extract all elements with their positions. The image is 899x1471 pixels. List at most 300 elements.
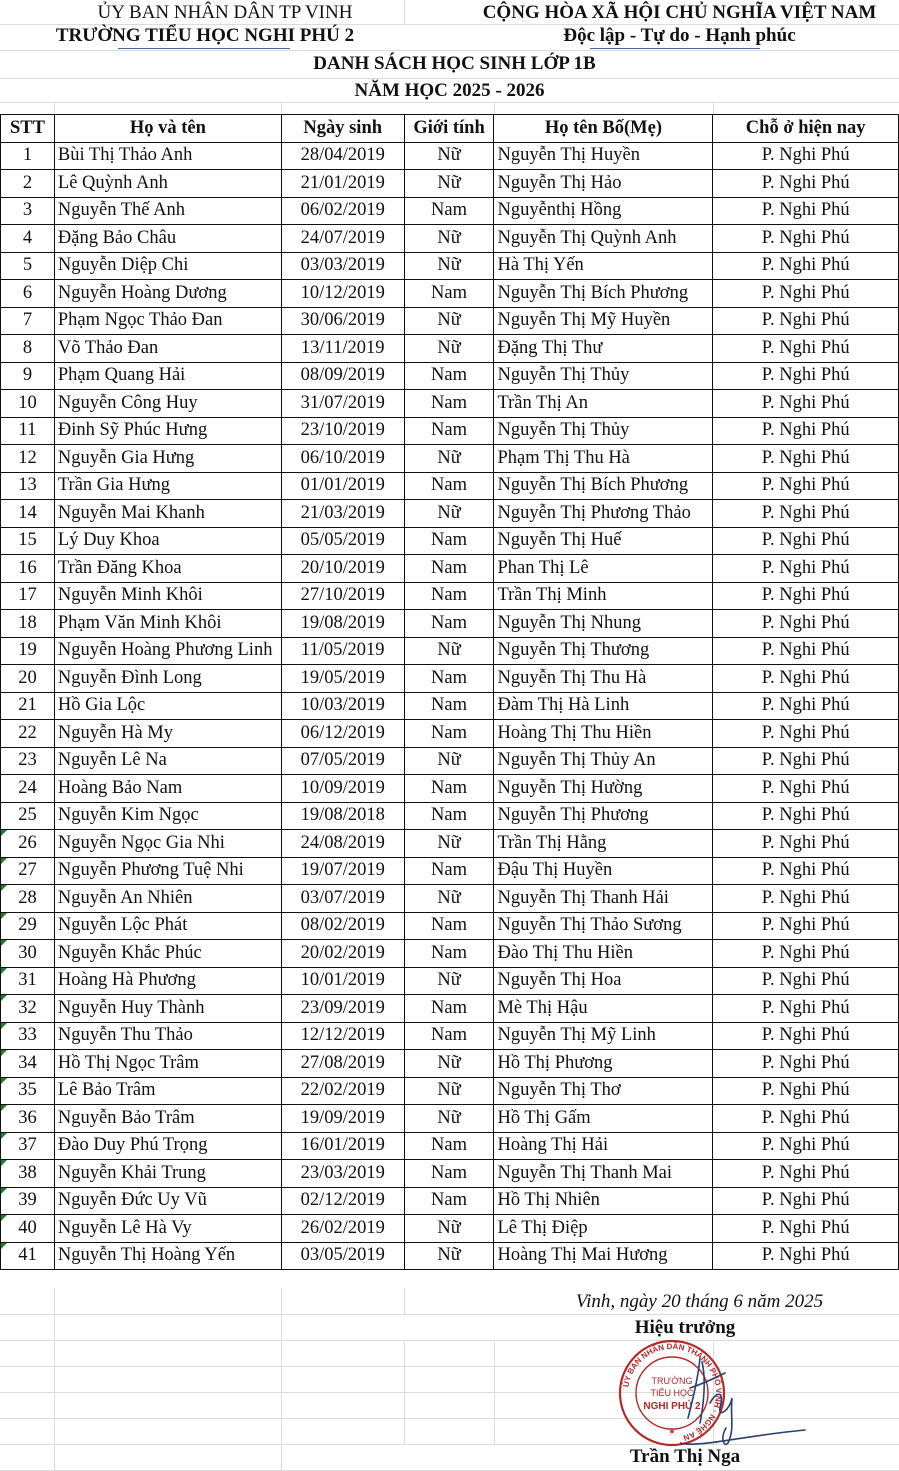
cell-birth-date: 23/03/2019 [281,1160,404,1188]
cell-residence: P. Nghi Phú [713,417,899,445]
cell-birth-date: 08/02/2019 [281,912,404,940]
svg-text:NGHI PHÚ 2: NGHI PHÚ 2 [643,1401,701,1412]
cell-full-name: Trần Gia Hưng [54,472,281,500]
cell-residence: P. Nghi Phú [713,1050,899,1078]
table-row [1,307,899,335]
cell-full-name: Nguyễn Thế Anh [54,197,281,225]
cell-birth-date: 19/08/2019 [281,610,404,638]
cell-residence: P. Nghi Phú [713,307,899,335]
cell-residence: P. Nghi Phú [713,1215,899,1243]
table-row [1,197,899,225]
cell-residence: P. Nghi Phú [713,500,899,528]
cell-parent-name: Nguyễn Thị Thanh Hải [494,885,713,913]
cell-full-name: Trần Đăng Khoa [54,555,281,583]
cell-residence: P. Nghi Phú [713,225,899,253]
cell-residence: P. Nghi Phú [713,335,899,363]
cell-gender: Nam [404,555,494,583]
signer-role: Hiệu trưởng [634,1317,736,1338]
signer-name: Trần Thị Nga [629,1446,741,1467]
cell-gender: Nam [404,527,494,555]
cell-parent-name: Nguyễn Thị Thu Hà [494,665,713,693]
cell-residence: P. Nghi Phú [713,775,899,803]
cell-stt: 37 [1,1132,55,1160]
cell-stt: 34 [1,1050,55,1078]
cell-gender: Nữ [404,142,494,170]
cell-residence: P. Nghi Phú [713,1132,899,1160]
cell-full-name: Lê Bảo Trâm [54,1077,281,1105]
cell-birth-date: 10/09/2019 [281,775,404,803]
cell-residence: P. Nghi Phú [713,1160,899,1188]
cell-parent-name: Đậu Thị Huyền [494,857,713,885]
cell-full-name: Nguyễn Thị Hoàng Yến [54,1242,281,1270]
table-row [1,995,899,1023]
cell-full-name: Nguyễn Đức Uy Vũ [54,1187,281,1215]
table-row [1,280,899,308]
cell-residence: P. Nghi Phú [713,610,899,638]
cell-full-name: Phạm Văn Minh Khôi [54,610,281,638]
cell-parent-name: Phan Thị Lê [494,555,713,583]
cell-gender: Nữ [404,830,494,858]
svg-text:ỦY BAN NHÂN DÂN THÀNH PHỐ VINH: ỦY BAN NHÂN DÂN THÀNH PHỐ VINH · NGHỆ AN [621,1341,724,1443]
table-row [1,967,899,995]
cell-full-name: Nguyễn Công Huy [54,390,281,418]
school-name-underline [118,48,290,49]
cell-full-name: Lê Quỳnh Anh [54,170,281,198]
cell-stt: 26 [1,830,55,858]
cell-full-name: Phạm Ngọc Thảo Đan [54,307,281,335]
gridline [404,1340,405,1444]
table-row [1,747,899,775]
cell-parent-name: Nguyễn Thị Thảo Sương [494,912,713,940]
cell-birth-date: 10/03/2019 [281,692,404,720]
cell-birth-date: 06/10/2019 [281,445,404,473]
cell-stt: 41 [1,1242,55,1270]
cell-residence: P. Nghi Phú [713,582,899,610]
cell-stt: 22 [1,720,55,748]
svg-text:TIỂU HỌC: TIỂU HỌC [650,1388,694,1398]
cell-residence: P. Nghi Phú [713,1022,899,1050]
cell-residence: P. Nghi Phú [713,1187,899,1215]
cell-parent-name: Nguyễn Thị Hoa [494,967,713,995]
cell-parent-name: Nguyễn Thị Thủy [494,362,713,390]
cell-residence: P. Nghi Phú [713,362,899,390]
cell-gender: Nam [404,472,494,500]
gridline [713,102,714,114]
cell-stt: 33 [1,1022,55,1050]
gridline [0,1340,899,1341]
cell-birth-date: 19/05/2019 [281,665,404,693]
cell-stt: 20 [1,665,55,693]
column-header-residence: Chỗ ở hiện nay [713,115,899,143]
table-row [1,362,899,390]
gridline [54,102,55,114]
cell-birth-date: 10/12/2019 [281,280,404,308]
cell-gender: Nữ [404,637,494,665]
cell-parent-name: Nguyễn Thị Mỹ Linh [494,1022,713,1050]
cell-parent-name: Nguyễn Thị Bích Phương [494,280,713,308]
cell-birth-date: 11/05/2019 [281,637,404,665]
cell-full-name: Lý Duy Khoa [54,527,281,555]
cell-residence: P. Nghi Phú [713,747,899,775]
cell-parent-name: Nguyễn Thị Phương Thảo [494,500,713,528]
cell-full-name: Hồ Gia Lộc [54,692,281,720]
cell-birth-date: 28/04/2019 [281,142,404,170]
table-row [1,170,899,198]
cell-full-name: Đinh Sỹ Phúc Hưng [54,417,281,445]
cell-birth-date: 24/07/2019 [281,225,404,253]
cell-gender: Nữ [404,225,494,253]
cell-stt: 14 [1,500,55,528]
cell-stt: 11 [1,417,55,445]
cell-residence: P. Nghi Phú [713,967,899,995]
cell-residence: P. Nghi Phú [713,390,899,418]
cell-full-name: Hoàng Bảo Nam [54,775,281,803]
table-row [1,252,899,280]
cell-birth-date: 12/12/2019 [281,1022,404,1050]
cell-gender: Nam [404,280,494,308]
cell-birth-date: 27/10/2019 [281,582,404,610]
cell-parent-name: Nguyễn Thị Huyền [494,142,713,170]
cell-birth-date: 07/05/2019 [281,747,404,775]
cell-birth-date: 30/06/2019 [281,307,404,335]
cell-parent-name: Mè Thị Hậu [494,995,713,1023]
cell-stt: 7 [1,307,55,335]
table-row [1,665,899,693]
gridline [0,78,899,79]
cell-stt: 3 [1,197,55,225]
table-row [1,1132,899,1160]
cell-stt: 32 [1,995,55,1023]
cell-parent-name: Nguyễn Thị Thủy [494,417,713,445]
cell-stt: 40 [1,1215,55,1243]
cell-gender: Nữ [404,170,494,198]
table-row [1,335,899,363]
country-name: CỘNG HÒA XÃ HỘI CHỦ NGHĨA VIỆT NAM [482,2,877,23]
cell-parent-name: Nguyễn Thị Thanh Mai [494,1160,713,1188]
cell-stt: 39 [1,1187,55,1215]
cell-stt: 21 [1,692,55,720]
table-body [1,142,899,1270]
cell-stt: 10 [1,390,55,418]
cell-stt: 24 [1,775,55,803]
table-row [1,802,899,830]
cell-gender: Nam [404,857,494,885]
cell-gender: Nam [404,610,494,638]
cell-parent-name: Hoàng Thị Mai Hương [494,1242,713,1270]
document-title: DANH SÁCH HỌC SINH LỚP 1B [313,53,596,74]
cell-gender: Nam [404,1187,494,1215]
cell-residence: P. Nghi Phú [713,1105,899,1133]
cell-full-name: Nguyễn Khải Trung [54,1160,281,1188]
table-row [1,857,899,885]
cell-birth-date: 20/02/2019 [281,940,404,968]
cell-stt: 1 [1,142,55,170]
table-row [1,610,899,638]
table-row [1,142,899,170]
cell-gender: Nữ [404,445,494,473]
national-motto: Độc lập - Tự do - Hạnh phúc [563,25,796,46]
column-header-full-name: Họ và tên [54,115,281,143]
cell-birth-date: 22/02/2019 [281,1077,404,1105]
table-row [1,775,899,803]
gridline [0,1314,899,1315]
column-header-stt: STT [1,115,55,143]
cell-residence: P. Nghi Phú [713,830,899,858]
cell-full-name: Nguyễn Minh Khôi [54,582,281,610]
cell-full-name: Võ Thảo Đan [54,335,281,363]
cell-full-name: Nguyễn Ngọc Gia Nhi [54,830,281,858]
cell-birth-date: 24/08/2019 [281,830,404,858]
cell-birth-date: 02/12/2019 [281,1187,404,1215]
cell-gender: Nữ [404,1242,494,1270]
cell-parent-name: Nguyễn Thị Phương [494,802,713,830]
cell-full-name: Nguyễn Hoàng Dương [54,280,281,308]
cell-full-name: Nguyễn Lê Na [54,747,281,775]
cell-parent-name: Hồ Thị Nhiên [494,1187,713,1215]
cell-gender: Nữ [404,335,494,363]
cell-birth-date: 19/07/2019 [281,857,404,885]
table-row [1,637,899,665]
cell-gender: Nam [404,417,494,445]
cell-gender: Nữ [404,1105,494,1133]
cell-gender: Nữ [404,1050,494,1078]
table-row [1,720,899,748]
cell-residence: P. Nghi Phú [713,142,899,170]
cell-gender: Nam [404,197,494,225]
gridline [494,102,495,114]
cell-full-name: Hồ Thị Ngọc Trâm [54,1050,281,1078]
cell-stt: 9 [1,362,55,390]
cell-parent-name: Nguyễn Thị Hảo [494,170,713,198]
cell-stt: 17 [1,582,55,610]
cell-gender: Nữ [404,307,494,335]
cell-full-name: Nguyễn Đình Long [54,665,281,693]
cell-gender: Nữ [404,1077,494,1105]
cell-birth-date: 10/01/2019 [281,967,404,995]
cell-gender: Nam [404,1132,494,1160]
cell-residence: P. Nghi Phú [713,802,899,830]
cell-stt: 30 [1,940,55,968]
gridline [494,1340,495,1444]
svg-text:★: ★ [668,1427,676,1436]
cell-residence: P. Nghi Phú [713,527,899,555]
place-date-line: Vinh, ngày 20 tháng 6 năm 2025 [575,1291,824,1312]
handwritten-signature-icon [680,1348,810,1448]
cell-birth-date: 06/12/2019 [281,720,404,748]
school-name: TRƯỜNG TIỂU HỌC NGHI PHÚ 2 [55,25,355,46]
cell-full-name: Nguyễn Gia Hưng [54,445,281,473]
cell-full-name: Nguyễn Lê Hà Vy [54,1215,281,1243]
cell-stt: 6 [1,280,55,308]
cell-residence: P. Nghi Phú [713,472,899,500]
cell-parent-name: Trần Thị Minh [494,582,713,610]
table-row [1,1242,899,1270]
column-header-gender: Giới tính [404,115,494,143]
table-row [1,692,899,720]
cell-full-name: Hoàng Hà Phương [54,967,281,995]
cell-gender: Nữ [404,252,494,280]
cell-birth-date: 20/10/2019 [281,555,404,583]
student-roster-table [0,114,899,1270]
cell-birth-date: 26/02/2019 [281,1215,404,1243]
cell-stt: 5 [1,252,55,280]
cell-residence: P. Nghi Phú [713,1077,899,1105]
cell-birth-date: 31/07/2019 [281,390,404,418]
cell-parent-name: Nguyễn Thị Nhung [494,610,713,638]
cell-full-name: Nguyễn Hà My [54,720,281,748]
cell-gender: Nam [404,692,494,720]
cell-gender: Nam [404,940,494,968]
table-row [1,472,899,500]
cell-gender: Nam [404,1160,494,1188]
gridline [0,102,899,103]
table-row [1,500,899,528]
table-row [1,555,899,583]
issuing-authority: ỦY BAN NHÂN DÂN TP VINH [97,2,353,23]
cell-gender: Nữ [404,747,494,775]
cell-parent-name: Nguyễn Thị Hường [494,775,713,803]
cell-gender: Nam [404,995,494,1023]
gridline [281,102,282,114]
cell-gender: Nữ [404,1215,494,1243]
cell-full-name: Bùi Thị Thảo Anh [54,142,281,170]
cell-residence: P. Nghi Phú [713,197,899,225]
cell-birth-date: 27/08/2019 [281,1050,404,1078]
table-row [1,390,899,418]
column-header-birth-date: Ngày sinh [281,115,404,143]
cell-gender: Nữ [404,967,494,995]
cell-stt: 27 [1,857,55,885]
school-year: NĂM HỌC 2025 - 2026 [354,80,545,101]
cell-residence: P. Nghi Phú [713,665,899,693]
cell-parent-name: Nguyễn Thị Bích Phương [494,472,713,500]
cell-parent-name: Nguyễn Thị Thủy An [494,747,713,775]
cell-birth-date: 21/01/2019 [281,170,404,198]
cell-stt: 31 [1,967,55,995]
cell-parent-name: Nguyễn Thị Huế [494,527,713,555]
cell-birth-date: 13/11/2019 [281,335,404,363]
cell-full-name: Nguyễn Lộc Phát [54,912,281,940]
cell-residence: P. Nghi Phú [713,857,899,885]
cell-parent-name: Hồ Thị Phương [494,1050,713,1078]
cell-parent-name: Hoàng Thị Thu Hiền [494,720,713,748]
cell-birth-date: 03/07/2019 [281,885,404,913]
cell-stt: 35 [1,1077,55,1105]
cell-full-name: Đào Duy Phú Trọng [54,1132,281,1160]
cell-full-name: Nguyễn Mai Khanh [54,500,281,528]
table-row [1,940,899,968]
gridline [0,50,899,51]
cell-stt: 15 [1,527,55,555]
cell-residence: P. Nghi Phú [713,720,899,748]
cell-parent-name: Hồ Thị Gấm [494,1105,713,1133]
cell-full-name: Nguyễn Phương Tuệ Nhi [54,857,281,885]
cell-full-name: Nguyễn Hoàng Phương Linh [54,637,281,665]
cell-gender: Nam [404,912,494,940]
cell-gender: Nam [404,802,494,830]
cell-full-name: Phạm Quang Hải [54,362,281,390]
table-row [1,1050,899,1078]
cell-full-name: Nguyễn Kim Ngọc [54,802,281,830]
cell-residence: P. Nghi Phú [713,637,899,665]
cell-birth-date: 19/09/2019 [281,1105,404,1133]
cell-stt: 8 [1,335,55,363]
cell-parent-name: Đào Thị Thu Hiền [494,940,713,968]
cell-residence: P. Nghi Phú [713,692,899,720]
cell-stt: 28 [1,885,55,913]
cell-parent-name: Lê Thị Điệp [494,1215,713,1243]
cell-stt: 25 [1,802,55,830]
gridline [54,1288,55,1471]
svg-text:TRƯỜNG: TRƯỜNG [651,1376,693,1386]
table-row [1,1105,899,1133]
cell-full-name: Nguyễn Thu Thảo [54,1022,281,1050]
table-row [1,582,899,610]
cell-parent-name: Nguyễn Thị Mỹ Huyền [494,307,713,335]
cell-stt: 2 [1,170,55,198]
cell-residence: P. Nghi Phú [713,170,899,198]
cell-parent-name: Nguyễn Thị Thương [494,637,713,665]
cell-residence: P. Nghi Phú [713,555,899,583]
cell-full-name: Đặng Bảo Châu [54,225,281,253]
cell-birth-date: 06/02/2019 [281,197,404,225]
cell-parent-name: Hoàng Thị Hải [494,1132,713,1160]
cell-birth-date: 21/03/2019 [281,500,404,528]
table-header-row [1,115,899,143]
cell-full-name: Nguyễn Khắc Phúc [54,940,281,968]
cell-stt: 23 [1,747,55,775]
cell-gender: Nam [404,665,494,693]
cell-stt: 36 [1,1105,55,1133]
cell-gender: Nam [404,720,494,748]
gridline [281,1288,282,1471]
cell-residence: P. Nghi Phú [713,885,899,913]
cell-birth-date: 01/01/2019 [281,472,404,500]
cell-birth-date: 23/10/2019 [281,417,404,445]
cell-parent-name: Trần Thị Hằng [494,830,713,858]
cell-parent-name: Nguyễn Thị Quỳnh Anh [494,225,713,253]
cell-stt: 12 [1,445,55,473]
motto-underline [590,48,760,49]
cell-residence: P. Nghi Phú [713,1242,899,1270]
cell-birth-date: 05/05/2019 [281,527,404,555]
cell-parent-name: Đàm Thị Hà Linh [494,692,713,720]
table-row [1,225,899,253]
cell-full-name: Nguyễn Huy Thành [54,995,281,1023]
cell-residence: P. Nghi Phú [713,280,899,308]
table-row [1,1187,899,1215]
cell-gender: Nữ [404,885,494,913]
cell-birth-date: 03/03/2019 [281,252,404,280]
table-row [1,885,899,913]
table-row [1,1077,899,1105]
table-row [1,912,899,940]
table-row [1,1215,899,1243]
cell-stt: 16 [1,555,55,583]
cell-birth-date: 16/01/2019 [281,1132,404,1160]
cell-birth-date: 19/08/2018 [281,802,404,830]
cell-stt: 29 [1,912,55,940]
cell-full-name: Nguyễn An Nhiên [54,885,281,913]
cell-residence: P. Nghi Phú [713,940,899,968]
table-row [1,1022,899,1050]
cell-gender: Nam [404,582,494,610]
cell-parent-name: Đặng Thị Thư [494,335,713,363]
cell-full-name: Nguyễn Bảo Trâm [54,1105,281,1133]
cell-parent-name: Hà Thị Yến [494,252,713,280]
cell-parent-name: Nguyễn Thị Thơ [494,1077,713,1105]
cell-stt: 38 [1,1160,55,1188]
